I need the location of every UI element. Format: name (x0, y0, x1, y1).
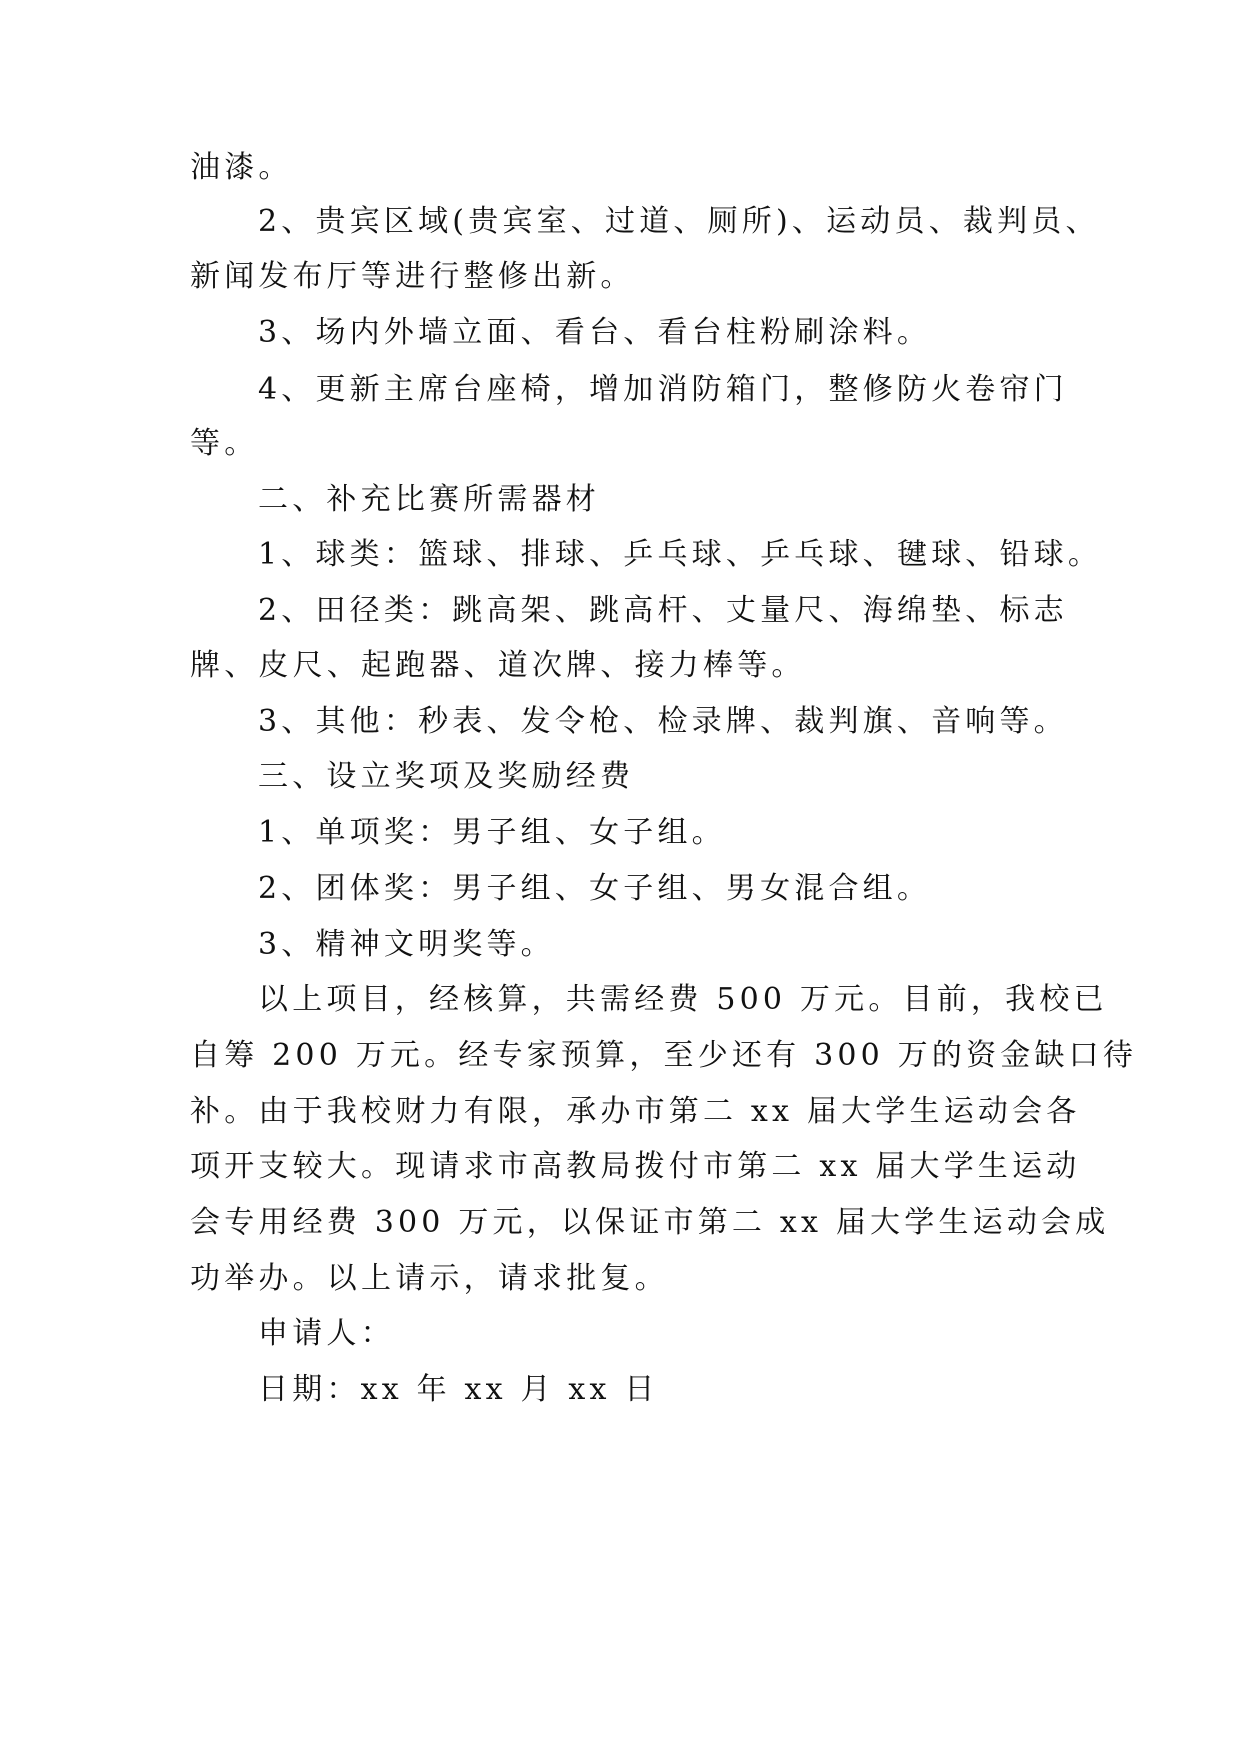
paragraph-line: 等。 (190, 426, 259, 461)
paragraph-line: 4、更新主席台座椅，增加消防箱门，整修防火卷帘门 (258, 372, 1068, 407)
paragraph-line: 2、田径类：跳高架、跳高杆、丈量尺、海绵垫、标志 (258, 593, 1068, 628)
paragraph-line: 新闻发布厅等进行整修出新。 (190, 259, 635, 294)
paragraph-line: 1、球类：篮球、排球、乒乓球、乒乓球、毽球、铅球。 (258, 537, 1103, 572)
paragraph-line: 牌、皮尺、起跑器、道次牌、接力棒等。 (190, 648, 806, 683)
date-line: 日期：xx 年 xx 月 xx 日 (258, 1372, 659, 1407)
paragraph-line: 补。由于我校财力有限，承办市第二 xx 届大学生运动会各 (190, 1094, 1081, 1129)
paragraph-line: 油漆。 (190, 150, 293, 185)
paragraph-line: 3、精神文明奖等。 (258, 927, 555, 962)
paragraph-line: 1、单项奖：男子组、女子组。 (258, 815, 726, 850)
applicant-label: 申请人： (258, 1316, 395, 1351)
paragraph-line: 功举办。以上请示，请求批复。 (190, 1261, 669, 1296)
paragraph-line: 2、贵宾区域(贵宾室、过道、厕所)、运动员、裁判员、 (258, 204, 1100, 239)
section-heading: 二、补充比赛所需器材 (258, 482, 600, 517)
paragraph-line: 2、团体奖：男子组、女子组、男女混合组。 (258, 871, 932, 906)
paragraph-line: 自筹 200 万元。经专家预算，至少还有 300 万的资金缺口待 (190, 1038, 1138, 1073)
paragraph-line: 会专用经费 300 万元，以保证市第二 xx 届大学生运动会成 (190, 1205, 1110, 1240)
paragraph-line: 以上项目，经核算，共需经费 500 万元。目前，我校已 (258, 982, 1108, 1017)
paragraph-line: 3、场内外墙立面、看台、看台柱粉刷涂料。 (258, 315, 932, 350)
paragraph-line: 3、其他：秒表、发令枪、检录牌、裁判旗、音响等。 (258, 704, 1068, 739)
section-heading: 三、设立奖项及奖励经费 (258, 759, 635, 794)
paragraph-line: 项开支较大。现请求市高教局拨付市第二 xx 届大学生运动 (190, 1149, 1081, 1184)
